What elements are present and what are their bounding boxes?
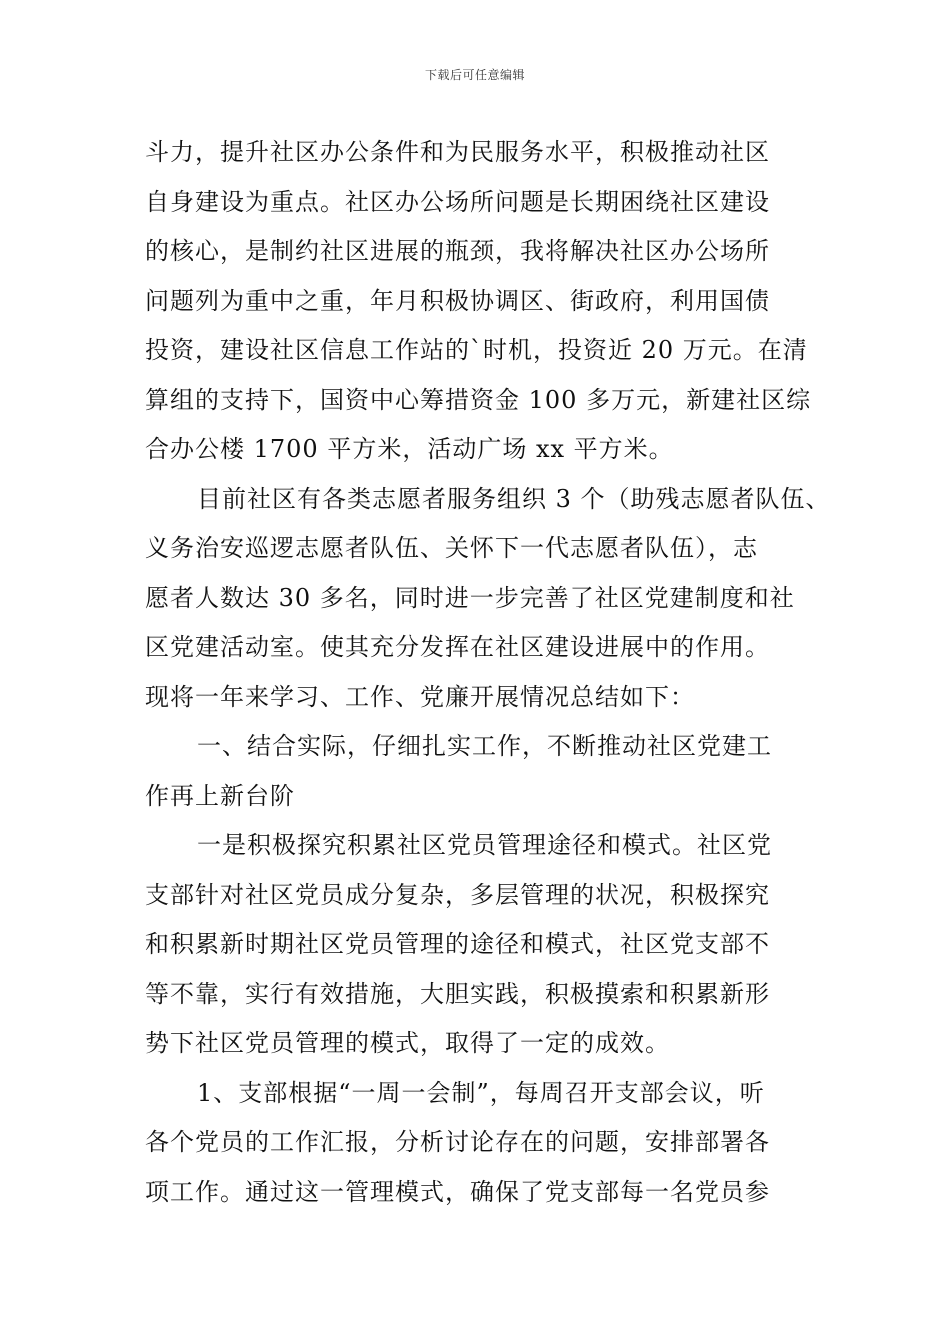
text-line: 合办公楼 1700 平方米，活动广场 xx 平方米。 (145, 435, 674, 463)
text-line: 现将一年来学习、工作、党廉开展情况总结如下： (145, 682, 695, 711)
text-line: 等不靠，实行有效措施，大胆实践，积极摸索和积累新形 (145, 979, 770, 1008)
text-line: 算组的支持下，国资中心筹措资金 100 多万元，新建社区综 (145, 385, 812, 414)
paragraph-start-line: 一是积极探究积累社区党员管理途径和模式。社区党 (197, 831, 772, 859)
paragraph-start-line: 目前社区有各类志愿者服务组织 3 个（助残志愿者队伍、 (197, 484, 831, 513)
text-line: 投资，建设社区信息工作站的`时机，投资近 20 万元。在清 (145, 336, 808, 364)
text-line: 义务治安巡逻志愿者队伍、关怀下一代志愿者队伍），志 (145, 534, 758, 562)
text-line: 支部针对社区党员成分复杂，多层管理的状况，积极探究 (145, 880, 770, 909)
text-line: 和积累新时期社区党员管理的途径和模式，社区党支部不 (145, 930, 770, 958)
text-line: 区党建活动室。使其充分发挥在社区建设进展中的作用。 (145, 633, 770, 661)
text-line: 势下社区党员管理的模式，取得了一定的成效。 (145, 1029, 670, 1057)
section-heading-line: 一、结合实际，仔细扎实工作，不断推动社区党建工 (197, 732, 772, 760)
text-line: 问题列为重中之重，年月积极协调区、街政府，利用国债 (145, 286, 770, 315)
text-line: 自身建设为重点。社区办公场所问题是长期困绕社区建设 (145, 187, 770, 216)
document-body (145, 128, 835, 1217)
text-line: 的核心，是制约社区进展的瓶颈，我将解决社区办公场所 (145, 237, 770, 265)
paragraph-start-line: 1、支部根据“一周一会制”，每周召开支部会议，听 (197, 1078, 765, 1107)
page-header-note: 下载后可任意编辑 (424, 68, 525, 82)
text-line: 愿者人数达 30 多名，同时进一步完善了社区党建制度和社 (145, 583, 795, 612)
section-heading-line: 作再上新台阶 (145, 781, 295, 810)
text-line: 各个党员的工作汇报，分析讨论存在的问题，安排部署各 (145, 1128, 770, 1156)
text-line: 斗力，提升社区办公条件和为民服务水平，积极推动社区 (145, 138, 770, 166)
text-line: 项工作。通过这一管理模式，确保了党支部每一名党员参 (145, 1177, 770, 1206)
